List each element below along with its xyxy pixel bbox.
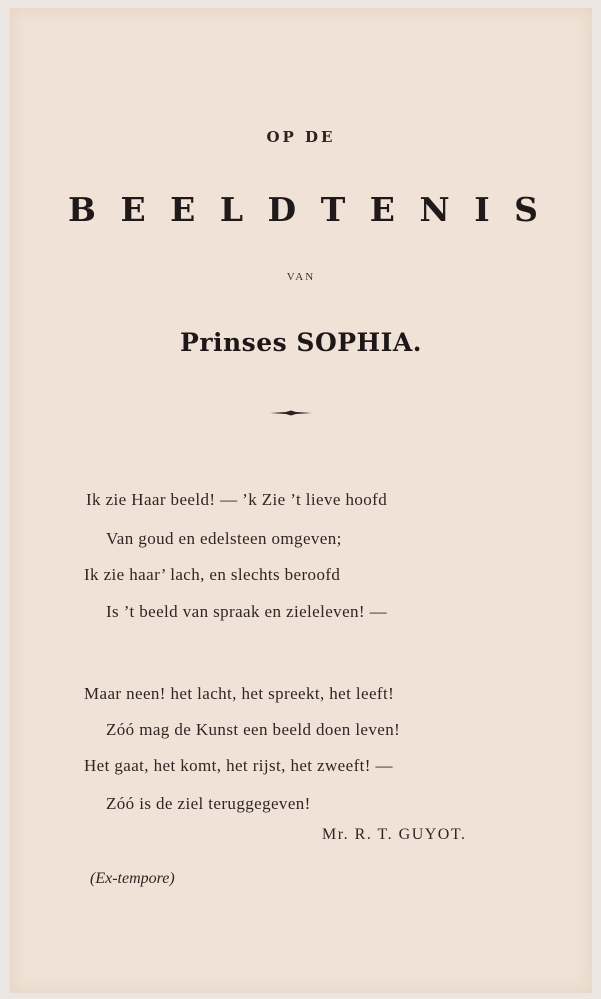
verse-line: Zóó mag de Kunst een beeld doen leven! [106, 720, 401, 739]
verse-line: Zóó is de ziel teruggegeven! [106, 794, 311, 813]
title-connector: VAN [286, 271, 316, 283]
author-signature: Mr. R. T. GUYOT. [322, 826, 467, 843]
verse-line: Van goud en edelsteen omgeven; [106, 529, 342, 548]
verse-line: Ik zie Haar beeld! — ’k Zie ’t lieve hoofd [86, 490, 388, 509]
title-subject: Prinses SOPHIA. [180, 328, 422, 357]
title-letter: T [320, 190, 346, 229]
ornament-divider [270, 409, 312, 417]
title-letter: N [419, 190, 450, 229]
title-letter: L [219, 190, 244, 229]
title-letter: E [369, 190, 395, 229]
verse-line: Het gaat, het komt, het rijst, het zweeft! — [84, 756, 393, 775]
verse-line: Maar neen! het lacht, het spreekt, het leeft! [84, 684, 395, 703]
title-letter: D [267, 190, 297, 229]
title-prefix: OP DE [266, 128, 336, 146]
title-letter: S [514, 190, 538, 229]
verse-line: Is ’t beeld van spraak en zieleleven! — [106, 602, 388, 621]
verse-line: Ik zie haar’ lach, en slechts beroofd [84, 565, 341, 584]
poem-sheet [10, 8, 592, 993]
title-letter: E [170, 190, 196, 229]
title-letter: E [120, 190, 146, 229]
title-letter: I [474, 190, 490, 229]
title-letter: B [68, 190, 96, 229]
ex-tempore-note: (Ex-tempore) [90, 870, 175, 887]
main-title [68, 190, 538, 229]
